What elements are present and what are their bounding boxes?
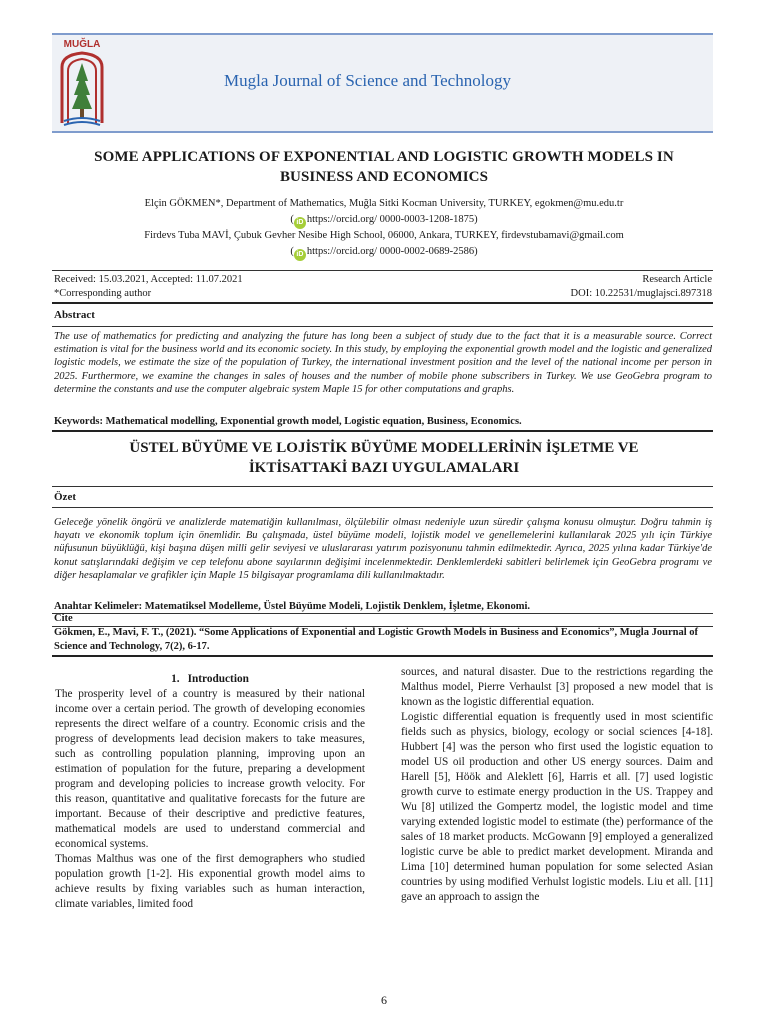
body-paragraph: Logistic differential equation is frequently used in most scientific fields such as physics, biology, ecology or social sciences [4-18]. Hubbert [4] was the person who first used the logistic equation to model US oil production and other US energy sources. Daim and Harell [5], Höök and Aleklett [6], Harris et all. [7] used logistic growth curve to estimate energy production in the US. Trappey and Wu [8] utilized the Gompertz model, the logistic model and time varying extended logistic model to estimate (the) performance of the sales of 18 market products. McGowann [9] employed a generalized logistic curve be able to predict market development. Miranda and Lima [10] determined human population for some selected Asian countries by using modified Verhulst logistic models. Liu et all. [11] gave an approach to assign the (401, 711, 713, 903)
section-title: Introduction (187, 673, 249, 685)
corresponding-author-note: *Corresponding author (54, 288, 152, 299)
doi[interactable]: DOI: 10.22531/muglajsci.897318 (570, 288, 712, 299)
ozet-heading: Özet (54, 491, 76, 503)
body-left-column (55, 672, 365, 912)
received-date: Received: 15.03.2021, Accepted: 11.07.2021 (54, 274, 243, 285)
divider (52, 270, 713, 271)
turkish-title (40, 438, 728, 478)
abstract-heading: Abstract (54, 309, 95, 321)
divider (52, 613, 713, 614)
body-right-column (401, 665, 713, 905)
author-1: Elçin GÖKMEN*, Department of Mathematics, Muğla Sitki Kocman University, TURKEY, egokmen@mu.edu.tr (144, 198, 624, 209)
divider (52, 302, 713, 304)
divider (52, 430, 713, 432)
author-2: Firdevs Tuba MAVİ, Çubuk Gevher Nesibe High School, 06000, Ankara, TURKEY, firdevstubamavi@gmail.com (144, 230, 624, 241)
section-number: 1. (171, 673, 180, 685)
page-number: 6 (381, 993, 387, 1007)
orcid-icon: iD (294, 249, 306, 261)
orcid-icon: iD (294, 217, 306, 229)
university-logo-icon (56, 37, 108, 129)
divider (52, 486, 713, 487)
author-2-orcid-line: ( iD https://orcid.org/ 0000-0002-0689-2586) (40, 245, 728, 261)
cite-heading: Cite (54, 613, 73, 624)
journal-header (52, 33, 713, 133)
body-paragraph: sources, and natural disaster. Due to the restrictions regarding the Malthus model, Pierre Verhaulst [3] proposed a new model that is known as the logistic differential equation. (401, 666, 713, 708)
article-type: Research Article (642, 274, 712, 285)
citation-text: Gökmen, E., Mavi, F. T., (2021). “Some Applications of Exponential and Logistic Growth Models in Business and Economics”, Mugla Journal of Science and Technology, 7(2), 6-17. (54, 627, 698, 652)
anahtar-kelimeler: Anahtar Kelimeler: Matematiksel Modelleme, Üstel Büyüme Modeli, Lojistik Denklem, İşletme, Ekonomi. (54, 601, 531, 612)
paper-title (40, 147, 728, 187)
paper-title-line-2: BUSINESS AND ECONOMICS (279, 169, 489, 185)
journal-name: Mugla Journal of Science and Technology (224, 71, 511, 90)
abstract-text: The use of mathematics for predicting and analyzing the future has long been a subject of study due to the fact that it is a measurable source. Correct estimation is vital for the business world and its economic society. In this study, by employing the exponential growth model and the logistic and generalized logistic models, we estimate the size of the population of Turkey, the international investment position and the level of the national income per person in 2025. Furthermore, we examine the changes in sales of houses and the number of mobile phone subscribers in Turkey. We use GeoGebra program to determine the constants and use the computer algebraic system Maple 15 for other computations and graphs. (54, 331, 712, 395)
ozet-text: Geleceğe yönelik öngörü ve analizlerde matematiğin kullanılması, ölçülebilir olması nedeniyle uzun süredir çalışma konusu olmuştur. Doğru tahmin iş hayatı ve ekonomik toplum için önemlidir. Bu çalışmada, üstel büyüme modeli, lojistik model ve genellemelerini kullanılarak 2025 yılı için Türkiye nüfusunun büyüklüğü, kişi başına düşen milli gelir seviyesi ve uluslararası yatırım pozisyonunu tahmin edilmektedir. Ayrıca, 2025 yılına kadar Türkiye'de konut satışlarındaki değişim ve cep telefonu abone sayılarının değişimi incelenmektedir. Denklemlerdeki sabitleri belirlemek için GeoGebra programı ve diğer hesaplamalar ve grafikler için Maple 15 bilgisayar programlama dili kullanılmaktadır. (54, 517, 712, 581)
divider (52, 507, 713, 508)
section-heading (55, 672, 365, 687)
logo-text: MUĞLA (63, 39, 101, 50)
turkish-title-line-2: İKTİSATTAKİ BAZI UYGULAMALARI (248, 460, 520, 476)
turkish-title-line-1: ÜSTEL BÜYÜME VE LOJİSTİK BÜYÜME MODELLERİNİN İŞLETME VE (129, 440, 639, 456)
keywords: Keywords: Mathematical modelling, Exponential growth model, Logistic equation, Business, Economics. (54, 416, 522, 427)
paper-title-line-1: SOME APPLICATIONS OF EXPONENTIAL AND LOGISTIC GROWTH MODELS IN (94, 149, 674, 165)
body-paragraph: Thomas Malthus was one of the first demographers who studied population growth [1-2]. His exponential growth model aims to achieve results by fixing variables such as human interaction, climate variables, limited food (55, 853, 365, 910)
divider (52, 655, 713, 657)
author-1-orcid[interactable]: https://orcid.org/ 0000-0003-1208-1875 (306, 214, 475, 225)
body-paragraph: The prosperity level of a country is measured by their national income over a certain period. The growth of developing economies represents the direct welfare of a country. Economic crisis and the progress of developments lead decision makers to take measures, such as controlling population planning, improving upon an estimation of population for the future, preparing a development program and developing policies to increase growth velocity. For this reason, quantitative and qualitative forecasts for the future are important. Because of their descriptive and predictive features, mathematical models are used to understand commercial and economical systems. (55, 688, 365, 850)
author-2-orcid[interactable]: https://orcid.org/ 0000-0002-0689-2586 (306, 246, 475, 257)
author-1-orcid-line: ( iD https://orcid.org/ 0000-0003-1208-1875) (40, 213, 728, 229)
divider (52, 326, 713, 327)
